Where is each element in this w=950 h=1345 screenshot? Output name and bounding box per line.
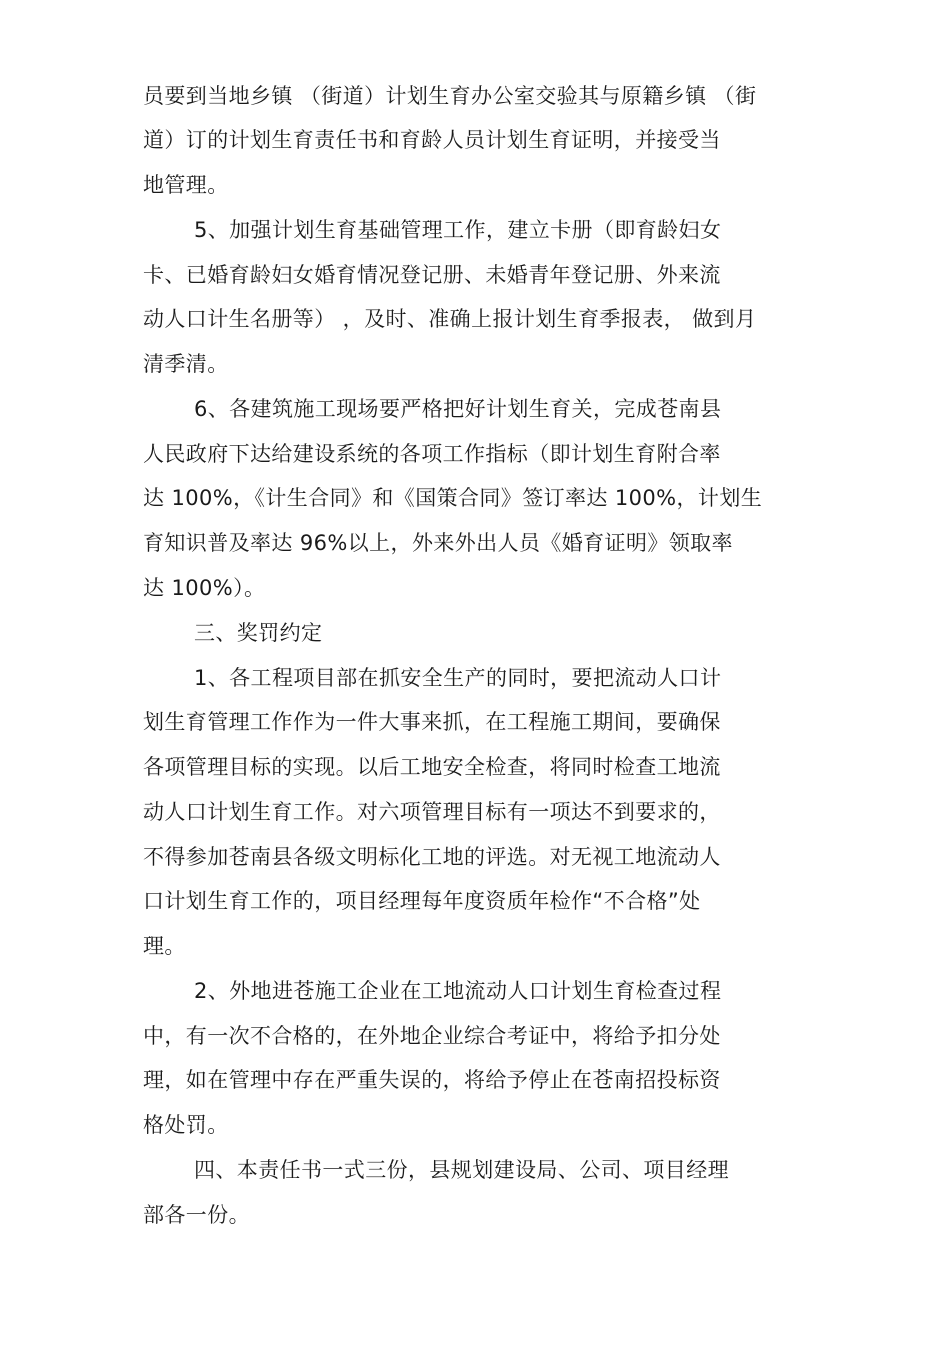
text-line: 地管理。 — [143, 173, 229, 197]
text-line: 清季清。 — [143, 352, 229, 376]
text-line: 理。 — [143, 934, 186, 958]
text-line: 部各一份。 — [143, 1203, 250, 1227]
text-line: 达 100%）。 — [143, 576, 266, 600]
section-heading: 三、奖罚约定 — [194, 621, 323, 645]
text-line: 不得参加苍南县各级文明标化工地的评选。对无视工地流动人 — [143, 845, 721, 869]
text-line: 动人口计生名册等） ，及时、准确上报计划生育季报表， 做到月 — [143, 307, 757, 331]
text-line: 划生育管理工作作为一件大事来抓，在工程施工期间，要确保 — [143, 710, 721, 734]
text-line: 动人口计划生育工作。对六项管理目标有一项达不到要求的， — [143, 800, 721, 824]
text-line: 中，有一次不合格的，在外地企业综合考证中，将给予扣分处 — [143, 1024, 721, 1048]
text-line: 四、本责任书一式三份，县规划建设局、公司、项目经理 — [194, 1158, 729, 1182]
text-line: 口计划生育工作的，项目经理每年度资质年检作“不合格”处 — [143, 889, 701, 913]
text-line: 格处罚。 — [143, 1113, 229, 1137]
text-line: 达 100%，《计生合同》和《国策合同》签订率达 100%，计划生 — [143, 486, 763, 510]
text-line: 1、各工程项目部在抓安全生产的同时，要把流动人口计 — [194, 666, 722, 690]
text-line: 人民政府下达给建设系统的各项工作指标（即计划生育附合率 — [143, 442, 721, 466]
text-line: 6、各建筑施工现场要严格把好计划生育关，完成苍南县 — [194, 397, 722, 421]
text-line: 道）订的计划生育责任书和育龄人员计划生育证明，并接受当 — [143, 128, 721, 152]
text-line: 员要到当地乡镇 （街道）计划生育办公室交验其与原籍乡镇 （街 — [143, 84, 757, 108]
text-line: 各项管理目标的实现。以后工地安全检查，将同时检查工地流 — [143, 755, 721, 779]
text-line: 育知识普及率达 96%以上，外来外出人员《婚育证明》领取率 — [143, 531, 733, 555]
text-line: 2、外地进苍施工企业在工地流动人口计划生育检查过程 — [194, 979, 722, 1003]
text-line: 5、加强计划生育基础管理工作，建立卡册（即育龄妇女 — [194, 218, 722, 242]
text-line: 卡、已婚育龄妇女婚育情况登记册、未婚青年登记册、外来流 — [143, 263, 721, 287]
text-line: 理，如在管理中存在严重失误的，将给予停止在苍南招投标资 — [143, 1068, 721, 1092]
